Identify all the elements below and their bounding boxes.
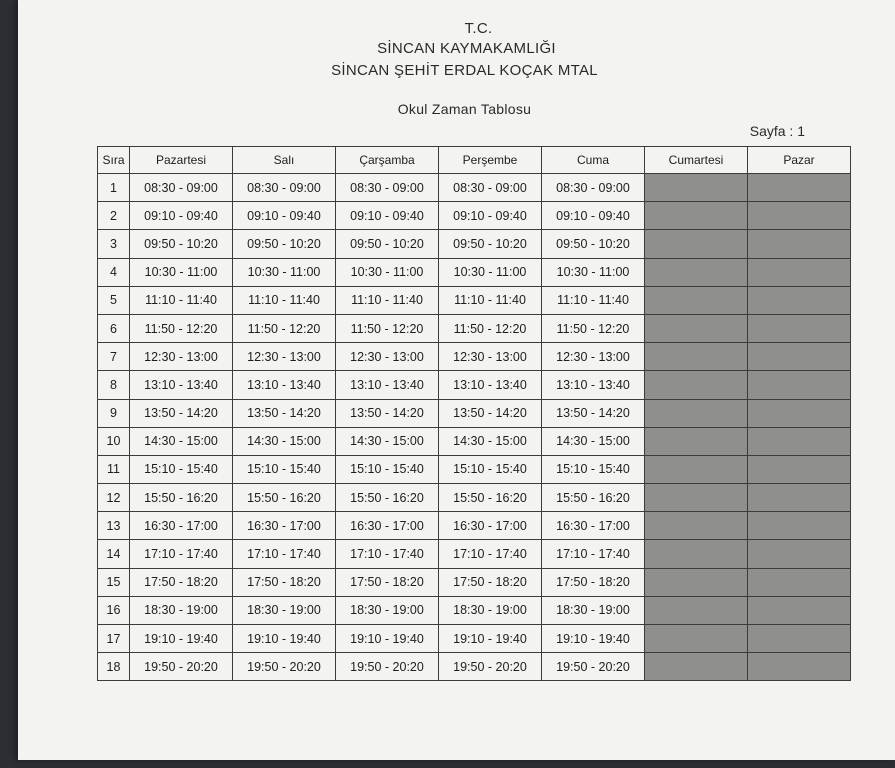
time-cell: 11:10 - 11:40 [233,286,336,314]
weekend-shaded-cell [645,230,748,258]
time-cell: 15:10 - 15:40 [439,455,542,483]
weekend-shaded-cell [748,174,851,202]
time-cell: 13:10 - 13:40 [336,371,439,399]
time-cell: 11:50 - 12:20 [542,314,645,342]
table-row [98,568,851,596]
table-row [98,399,851,427]
time-cell: 11:10 - 11:40 [542,286,645,314]
time-cell: 18:30 - 19:00 [336,596,439,624]
time-cell: 14:30 - 15:00 [336,427,439,455]
time-cell: 13:10 - 13:40 [233,371,336,399]
time-cell: 15:50 - 16:20 [542,484,645,512]
time-cell: 19:50 - 20:20 [233,653,336,681]
table-body [98,174,851,681]
weekend-shaded-cell [748,202,851,230]
time-cell: 17:50 - 18:20 [233,568,336,596]
weekend-shaded-cell [748,427,851,455]
time-cell: 12:30 - 13:00 [336,343,439,371]
time-cell: 13:50 - 14:20 [233,399,336,427]
row-number-cell: 5 [98,286,130,314]
weekend-shaded-cell [645,371,748,399]
time-cell: 10:30 - 11:00 [439,258,542,286]
row-number-cell: 11 [98,455,130,483]
weekend-shaded-cell [748,455,851,483]
weekend-shaded-cell [645,174,748,202]
time-cell: 14:30 - 15:00 [130,427,233,455]
time-cell: 13:50 - 14:20 [542,399,645,427]
time-cell: 09:50 - 10:20 [130,230,233,258]
row-number-cell: 12 [98,484,130,512]
time-cell: 16:30 - 17:00 [542,512,645,540]
time-cell: 19:10 - 19:40 [233,625,336,653]
time-cell: 15:50 - 16:20 [130,484,233,512]
time-cell: 19:10 - 19:40 [439,625,542,653]
header-line-district: SİNCAN KAYMAKAMLIĞI [377,40,556,57]
table-row [98,625,851,653]
time-cell: 12:30 - 13:00 [542,343,645,371]
weekend-shaded-cell [748,653,851,681]
time-cell: 17:10 - 17:40 [542,540,645,568]
time-cell: 08:30 - 09:00 [130,174,233,202]
row-number-cell: 9 [98,399,130,427]
time-cell: 13:10 - 13:40 [439,371,542,399]
time-cell: 19:50 - 20:20 [439,653,542,681]
row-number-cell: 15 [98,568,130,596]
table-row [98,455,851,483]
weekend-shaded-cell [645,625,748,653]
time-cell: 16:30 - 17:00 [336,512,439,540]
time-cell: 14:30 - 15:00 [439,427,542,455]
time-cell: 16:30 - 17:00 [233,512,336,540]
weekend-shaded-cell [748,484,851,512]
time-cell: 15:50 - 16:20 [336,484,439,512]
time-cell: 09:10 - 09:40 [439,202,542,230]
table-row [98,258,851,286]
header-line-school: SİNCAN ŞEHİT ERDAL KOÇAK MTAL [331,62,598,79]
weekend-shaded-cell [645,512,748,540]
table-row [98,314,851,342]
time-cell: 15:50 - 16:20 [439,484,542,512]
weekend-shaded-cell [748,568,851,596]
col-header-persembe: Perşembe [439,147,542,174]
weekend-shaded-cell [748,230,851,258]
time-cell: 13:10 - 13:40 [130,371,233,399]
col-header-sira: Sıra [98,147,130,174]
time-cell: 09:10 - 09:40 [130,202,233,230]
time-cell: 11:10 - 11:40 [439,286,542,314]
row-number-cell: 13 [98,512,130,540]
time-cell: 08:30 - 09:00 [336,174,439,202]
timetable [97,146,851,681]
time-cell: 11:50 - 12:20 [439,314,542,342]
time-cell: 19:50 - 20:20 [336,653,439,681]
table-row [98,596,851,624]
col-header-cuma: Cuma [542,147,645,174]
weekend-shaded-cell [645,399,748,427]
time-cell: 10:30 - 11:00 [336,258,439,286]
row-number-cell: 17 [98,625,130,653]
time-cell: 19:10 - 19:40 [130,625,233,653]
time-cell: 10:30 - 11:00 [130,258,233,286]
row-number-cell: 4 [98,258,130,286]
time-cell: 09:10 - 09:40 [542,202,645,230]
time-cell: 14:30 - 15:00 [233,427,336,455]
time-cell: 13:50 - 14:20 [336,399,439,427]
weekend-shaded-cell [645,568,748,596]
weekend-shaded-cell [748,314,851,342]
time-cell: 11:10 - 11:40 [336,286,439,314]
row-number-cell: 2 [98,202,130,230]
time-cell: 18:30 - 19:00 [439,596,542,624]
time-cell: 13:50 - 14:20 [439,399,542,427]
time-cell: 08:30 - 09:00 [233,174,336,202]
weekend-shaded-cell [645,343,748,371]
weekend-shaded-cell [748,625,851,653]
weekend-shaded-cell [645,596,748,624]
weekend-shaded-cell [645,540,748,568]
time-cell: 11:50 - 12:20 [130,314,233,342]
paper-sheet [18,0,895,760]
time-cell: 13:50 - 14:20 [130,399,233,427]
weekend-shaded-cell [748,596,851,624]
table-row [98,512,851,540]
time-cell: 09:50 - 10:20 [233,230,336,258]
table-header-row [98,147,851,174]
weekend-shaded-cell [748,343,851,371]
time-cell: 12:30 - 13:00 [130,343,233,371]
time-cell: 14:30 - 15:00 [542,427,645,455]
time-cell: 17:10 - 17:40 [130,540,233,568]
time-cell: 12:30 - 13:00 [233,343,336,371]
col-header-pazartesi: Pazartesi [130,147,233,174]
col-header-cumartesi: Cumartesi [645,147,748,174]
weekend-shaded-cell [645,202,748,230]
row-number-cell: 6 [98,314,130,342]
row-number-cell: 18 [98,653,130,681]
weekend-shaded-cell [645,286,748,314]
col-header-carsamba: Çarşamba [336,147,439,174]
time-cell: 17:50 - 18:20 [439,568,542,596]
row-number-cell: 1 [98,174,130,202]
table-row [98,427,851,455]
weekend-shaded-cell [645,427,748,455]
time-cell: 11:10 - 11:40 [130,286,233,314]
time-cell: 10:30 - 11:00 [542,258,645,286]
time-cell: 19:50 - 20:20 [542,653,645,681]
time-cell: 17:50 - 18:20 [542,568,645,596]
col-header-sali: Salı [233,147,336,174]
table-row [98,653,851,681]
time-cell: 16:30 - 17:00 [439,512,542,540]
weekend-shaded-cell [645,314,748,342]
header-line-tc: T.C. [464,20,493,37]
row-number-cell: 8 [98,371,130,399]
weekend-shaded-cell [645,455,748,483]
page-number: Sayfa : 1 [749,123,805,139]
table-row [98,540,851,568]
weekend-shaded-cell [645,258,748,286]
weekend-shaded-cell [748,540,851,568]
time-cell: 09:50 - 10:20 [336,230,439,258]
time-cell: 11:50 - 12:20 [233,314,336,342]
time-cell: 19:10 - 19:40 [336,625,439,653]
row-number-cell: 3 [98,230,130,258]
time-cell: 17:10 - 17:40 [336,540,439,568]
time-cell: 09:10 - 09:40 [336,202,439,230]
time-cell: 10:30 - 11:00 [233,258,336,286]
time-cell: 17:50 - 18:20 [336,568,439,596]
time-cell: 08:30 - 09:00 [439,174,542,202]
time-cell: 18:30 - 19:00 [130,596,233,624]
document-title: Okul Zaman Tablosu [397,101,532,117]
time-cell: 16:30 - 17:00 [130,512,233,540]
table-row [98,371,851,399]
table-row [98,484,851,512]
time-cell: 09:50 - 10:20 [439,230,542,258]
weekend-shaded-cell [748,286,851,314]
time-cell: 17:10 - 17:40 [439,540,542,568]
time-cell: 17:10 - 17:40 [233,540,336,568]
time-cell: 15:10 - 15:40 [542,455,645,483]
time-cell: 09:50 - 10:20 [542,230,645,258]
row-number-cell: 14 [98,540,130,568]
weekend-shaded-cell [748,258,851,286]
time-cell: 13:10 - 13:40 [542,371,645,399]
row-number-cell: 10 [98,427,130,455]
time-cell: 15:10 - 15:40 [336,455,439,483]
weekend-shaded-cell [645,484,748,512]
time-cell: 17:50 - 18:20 [130,568,233,596]
table-row [98,174,851,202]
table-row [98,230,851,258]
time-cell: 18:30 - 19:00 [233,596,336,624]
weekend-shaded-cell [645,653,748,681]
time-cell: 15:10 - 15:40 [130,455,233,483]
time-cell: 15:10 - 15:40 [233,455,336,483]
time-cell: 09:10 - 09:40 [233,202,336,230]
weekend-shaded-cell [748,512,851,540]
table-row [98,286,851,314]
row-number-cell: 16 [98,596,130,624]
time-cell: 11:50 - 12:20 [336,314,439,342]
time-cell: 15:50 - 16:20 [233,484,336,512]
row-number-cell: 7 [98,343,130,371]
time-cell: 18:30 - 19:00 [542,596,645,624]
weekend-shaded-cell [748,399,851,427]
time-cell: 19:10 - 19:40 [542,625,645,653]
time-cell: 08:30 - 09:00 [542,174,645,202]
table-row [98,202,851,230]
col-header-pazar: Pazar [748,147,851,174]
table-row [98,343,851,371]
time-cell: 19:50 - 20:20 [130,653,233,681]
time-cell: 12:30 - 13:00 [439,343,542,371]
weekend-shaded-cell [748,371,851,399]
